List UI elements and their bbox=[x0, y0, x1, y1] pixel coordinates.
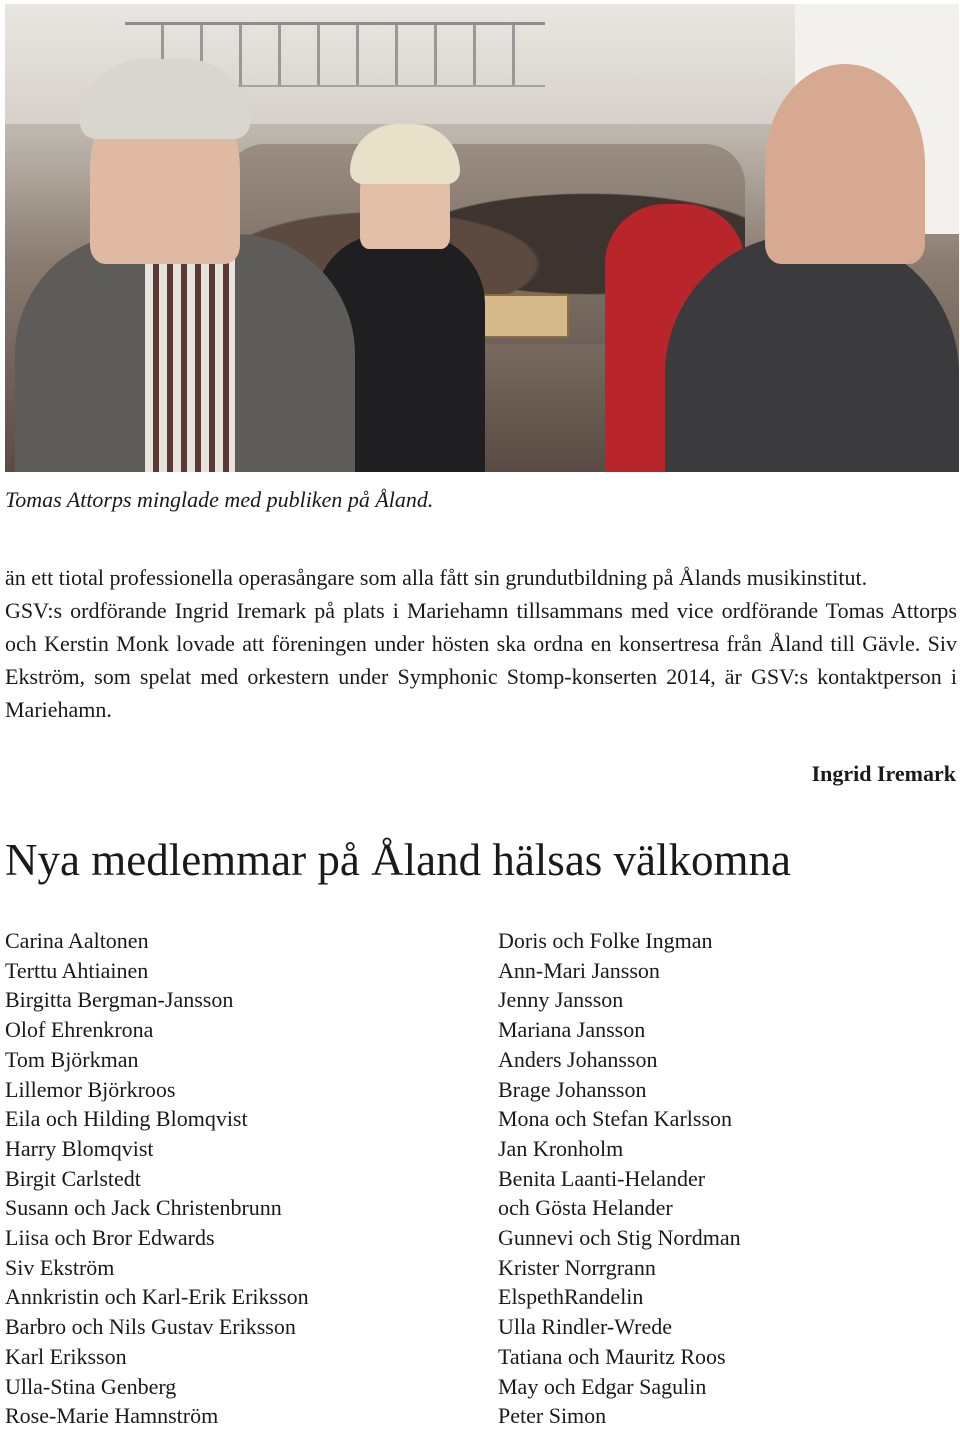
member-name: Siv Ekström bbox=[5, 1254, 115, 1280]
article-body bbox=[5, 561, 957, 726]
member-name: Ulla-Stina Genberg bbox=[5, 1373, 177, 1399]
article-paragraph: GSV:s ordförande Ingrid Iremark på plats i Mariehamn tillsammans med vice ordförande Tomas Attorps och Kerstin Monk lovade att föreningen under hösten ska ordna en konsertresa från Åland till Gävle. Siv Ekström, som spelat med orkestern under Symphonic Stomp-konserten 2014, är GSV:s kontaktperson i Mariehamn. bbox=[5, 598, 957, 722]
member-name: Doris och Folke Ingman bbox=[498, 928, 713, 953]
member-name: Liisa och Bror Edwards bbox=[5, 1225, 215, 1251]
member-name: Terttu Ahtiainen bbox=[5, 957, 149, 983]
member-name: Brage Johansson bbox=[498, 1076, 647, 1102]
member-name: Mariana Jansson bbox=[498, 1017, 646, 1043]
member-name: Gunnevi och Stig Nordman bbox=[498, 1225, 741, 1251]
member-list-left bbox=[5, 926, 309, 1431]
member-name: Harry Blomqvist bbox=[5, 1135, 154, 1161]
member-name: Barbro och Nils Gustav Eriksson bbox=[5, 1314, 296, 1340]
member-name: Birgit Carlstedt bbox=[5, 1165, 141, 1191]
member-name: Eila och Hilding Blomqvist bbox=[5, 1106, 248, 1132]
member-name: och Gösta Helander bbox=[498, 1195, 673, 1221]
photo-man-right-head bbox=[765, 64, 925, 264]
member-name: Ann-Mari Jansson bbox=[498, 957, 660, 983]
article-paragraph: än ett tiotal professionella operasångare som alla fått sin grundutbildning på Ålands musikinstitut. bbox=[5, 565, 868, 590]
photo-man-left-hair bbox=[80, 59, 250, 139]
section-heading: Nya medlemmar på Åland hälsas välkomna bbox=[5, 835, 792, 885]
member-name: Birgitta Bergman-Jansson bbox=[5, 987, 234, 1013]
member-name: Carina Aaltonen bbox=[5, 928, 149, 953]
member-name: Susann och Jack Christenbrunn bbox=[5, 1195, 282, 1221]
article-signature: Ingrid Iremark bbox=[811, 761, 956, 786]
member-name: Annkristin och Karl-Erik Eriksson bbox=[5, 1284, 309, 1310]
photo-woman-hair bbox=[350, 124, 460, 184]
member-name: Tatiana och Mauritz Roos bbox=[498, 1343, 726, 1369]
member-name: Karl Eriksson bbox=[5, 1343, 127, 1369]
member-name: Mona och Stefan Karlsson bbox=[498, 1106, 733, 1132]
photo-man-left-shirt bbox=[145, 244, 235, 472]
member-name: Lillemor Björkroos bbox=[5, 1076, 176, 1102]
member-name: Jenny Jansson bbox=[498, 987, 624, 1013]
event-photo bbox=[5, 4, 959, 472]
member-name: Tom Björkman bbox=[5, 1046, 139, 1072]
member-name: May och Edgar Sagulin bbox=[498, 1373, 707, 1399]
member-name: ElspethRandelin bbox=[498, 1284, 644, 1310]
member-name: Olof Ehrenkrona bbox=[5, 1017, 154, 1043]
photo-caption: Tomas Attorps minglade med publiken på Åland. bbox=[5, 487, 434, 512]
member-name: Rose-Marie Hamnström bbox=[5, 1403, 219, 1429]
member-name: Anders Johansson bbox=[498, 1046, 658, 1072]
member-list-right bbox=[498, 926, 741, 1431]
member-name: Ulla Rindler-Wrede bbox=[498, 1314, 672, 1340]
member-name: Jan Kronholm bbox=[498, 1135, 624, 1161]
member-name: Peter Simon bbox=[498, 1403, 607, 1429]
member-name: Benita Laanti-Helander bbox=[498, 1165, 706, 1191]
member-name: Krister Norrgrann bbox=[498, 1254, 656, 1280]
